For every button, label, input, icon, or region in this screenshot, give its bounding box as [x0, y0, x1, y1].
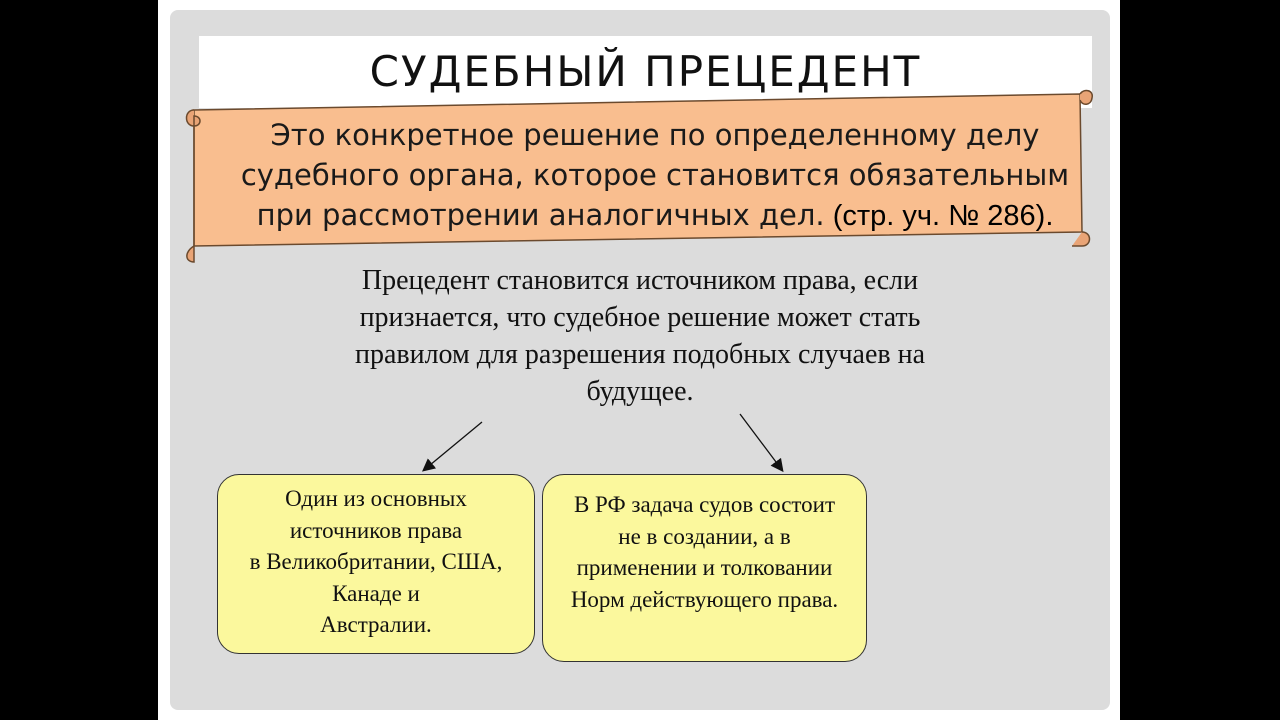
- box-right-line-2: не в создании, а в: [618, 523, 791, 549]
- arrow-left: [424, 422, 482, 470]
- paragraph-line-4: будущее.: [586, 376, 694, 407]
- box-left-line-5: Австралии.: [320, 612, 432, 637]
- definition-line-3: при рассмотрении аналогичных дел.: [256, 198, 825, 232]
- box-left-line-4: Канаде и: [332, 580, 420, 606]
- slide-title: СУДЕБНЫЙ ПРЕЦЕДЕНТ: [369, 47, 922, 96]
- box-right-line-1: В РФ задача судов состоит: [573, 492, 836, 517]
- box-right-line-4: Норм действующего права.: [570, 586, 839, 612]
- definition-text: [215, 115, 1095, 236]
- box-right-line-3: применении и толковании: [576, 555, 833, 580]
- paragraph-line-3: правилом для разрешения подобных случаев на: [354, 339, 926, 370]
- paragraph-line-1: Прецедент становится источником права, если: [361, 265, 919, 296]
- box-left-line-1: Один из основных: [285, 486, 467, 511]
- box-left-line-3: в Великобритании, США,: [249, 549, 503, 574]
- paragraph-line-2: признается, что судебное решение может стать: [359, 302, 921, 333]
- definition-line-1: Это конкретное решение по определенному делу: [270, 118, 1040, 152]
- arrow-right: [740, 414, 782, 470]
- box-countries: [217, 474, 535, 654]
- box-russia: [542, 474, 867, 662]
- box-left-line-2: источников права: [289, 517, 463, 543]
- definition-reference: (стр. уч. № 286).: [824, 200, 1054, 232]
- definition-line-2: судебного органа, которое становится обязательным: [240, 158, 1070, 192]
- main-paragraph: [290, 262, 990, 410]
